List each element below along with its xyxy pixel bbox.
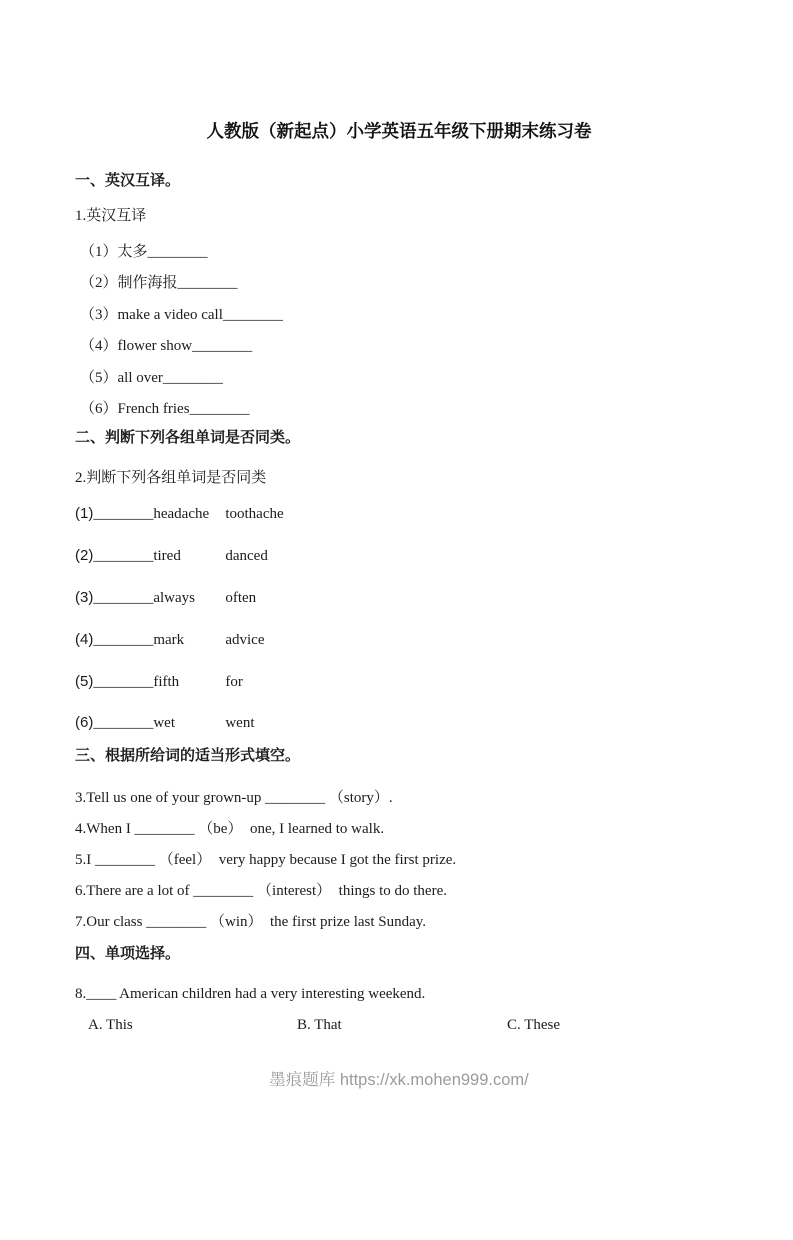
word-group-row-4 bbox=[75, 632, 723, 648]
word-2: often bbox=[225, 590, 257, 606]
item-number: (3) bbox=[75, 589, 94, 606]
word-1: always bbox=[153, 590, 195, 606]
exam-document-page bbox=[0, 118, 793, 1240]
item-number: (6) bbox=[75, 714, 94, 731]
word-group-row-3 bbox=[75, 590, 723, 606]
option-a: A. This bbox=[88, 1017, 133, 1033]
fill-blank-item-7: 7.Our class ________ （win） the first prize last Sunday. bbox=[75, 914, 427, 930]
section-4-heading: 四、单项选择。 bbox=[75, 946, 181, 962]
translation-item-1: （1）太多________ bbox=[80, 244, 208, 260]
exercise-1-label: 1.英汉互译 bbox=[75, 208, 147, 224]
fill-blank-item-3: 3.Tell us one of your grown-up ________ （story）. bbox=[75, 790, 393, 806]
word-2: danced bbox=[225, 548, 268, 564]
word-1: mark bbox=[153, 632, 185, 648]
word-2: went bbox=[225, 715, 255, 731]
translation-item-6: （6）French fries________ bbox=[80, 401, 250, 417]
fill-blank-item-4: 4.When I ________ （be） one, I learned to walk. bbox=[75, 821, 385, 837]
section-2-heading: 二、判断下列各组单词是否同类。 bbox=[75, 430, 301, 446]
word-1: fifth bbox=[153, 674, 180, 690]
word-1: wet bbox=[153, 715, 176, 731]
exercise-2-label: 2.判断下列各组单词是否同类 bbox=[75, 470, 267, 486]
item-number: (2) bbox=[75, 547, 94, 564]
fill-blank-item-5: 5.I ________ （feel） very happy because I got the first prize. bbox=[75, 852, 457, 868]
word-group-row-6 bbox=[75, 715, 723, 731]
word-group-row-1 bbox=[75, 506, 723, 522]
fill-blank-item-6: 6.There are a lot of ________ （interest） things to do there. bbox=[75, 883, 447, 899]
word-group-row-5 bbox=[75, 674, 723, 690]
item-number: (1) bbox=[75, 505, 94, 522]
page-title: 人教版（新起点）小学英语五年级下册期末练习卷 bbox=[206, 121, 592, 141]
translation-item-2: （2）制作海报________ bbox=[80, 275, 238, 291]
options-row bbox=[75, 1017, 723, 1033]
word-2: advice bbox=[225, 632, 265, 648]
option-c: C. These bbox=[507, 1017, 561, 1033]
word-2: for bbox=[225, 674, 243, 690]
section-1-heading: 一、英汉互译。 bbox=[75, 173, 181, 189]
footer-watermark: 墨痕题库 https://xk.mohen999.com/ bbox=[269, 1071, 529, 1089]
word-1: tired bbox=[153, 548, 181, 564]
section-3-heading: 三、根据所给词的适当形式填空。 bbox=[75, 748, 301, 764]
word-2: toothache bbox=[225, 506, 284, 522]
translation-item-5: （5）all over________ bbox=[80, 370, 223, 386]
item-number: (5) bbox=[75, 673, 94, 690]
answer-blank: ________ bbox=[93, 548, 154, 564]
answer-blank: ________ bbox=[93, 632, 154, 648]
word-group-row-2 bbox=[75, 548, 723, 564]
question-8: 8.____ American children had a very interesting weekend. bbox=[75, 986, 426, 1002]
answer-blank: ________ bbox=[93, 506, 154, 522]
answer-blank: ________ bbox=[93, 715, 154, 731]
option-b: B. That bbox=[297, 1017, 342, 1033]
word-1: headache bbox=[153, 506, 210, 522]
answer-blank: ________ bbox=[93, 674, 154, 690]
item-number: (4) bbox=[75, 631, 94, 648]
translation-item-4: （4）flower show________ bbox=[80, 338, 253, 354]
answer-blank: ________ bbox=[93, 590, 154, 606]
translation-item-3: （3）make a video call________ bbox=[80, 307, 283, 323]
